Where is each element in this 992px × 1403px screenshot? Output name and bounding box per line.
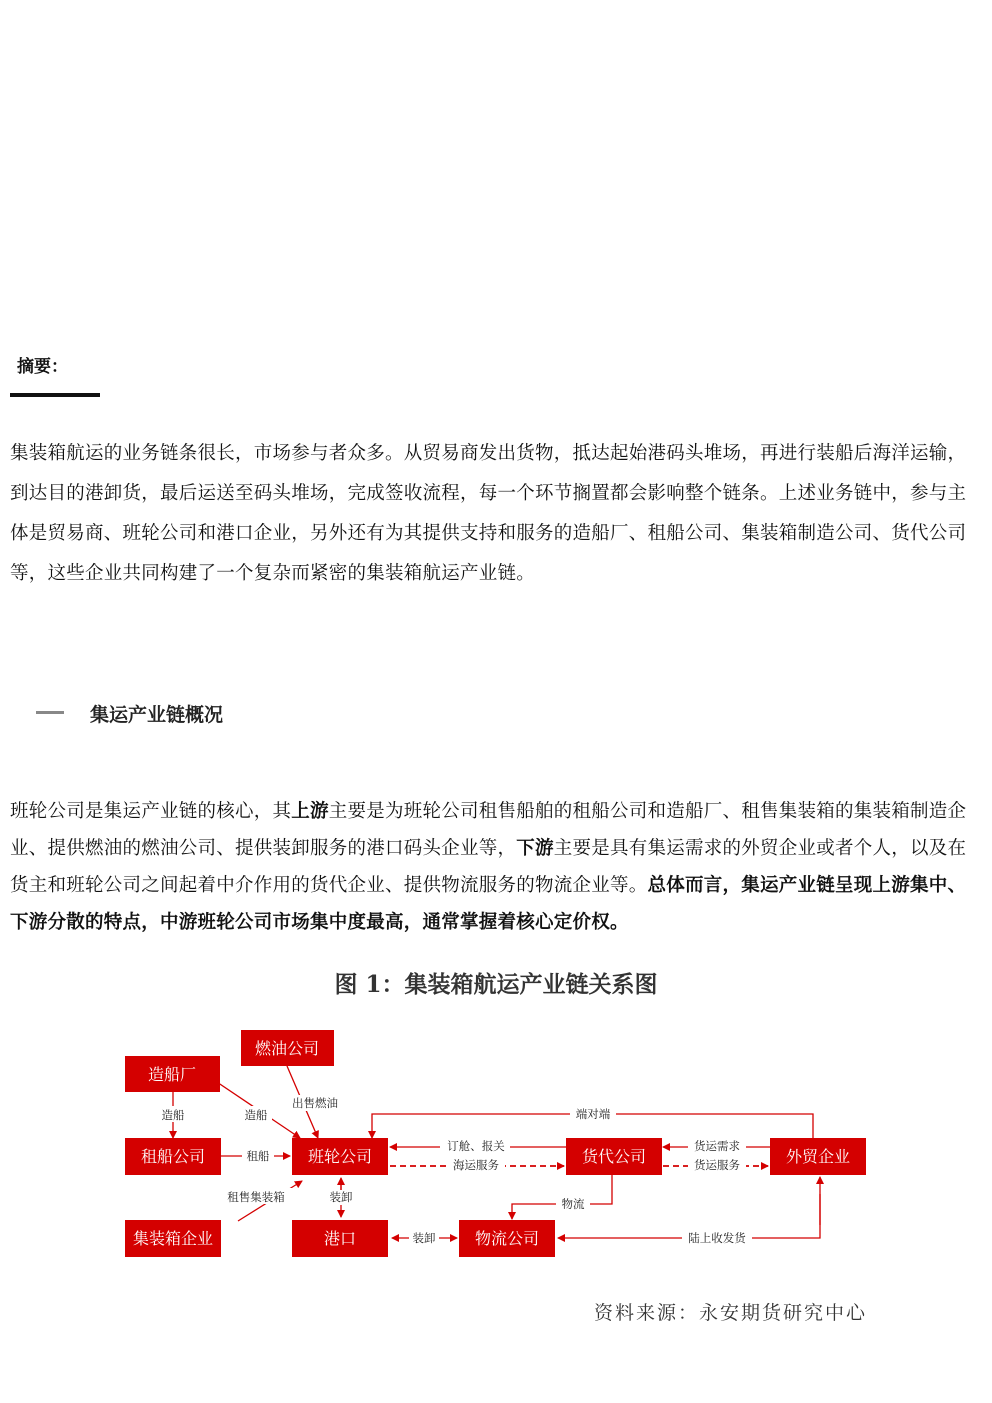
para-text-2: 主要是为班轮公司租售船舶的租船公司和造船厂、租售集装箱的集装箱制造企业、提供燃油的燃油公司、提供装卸服务的港口码头企业等，	[10, 801, 967, 859]
label-fuel-liner: 出售燃油	[292, 1096, 338, 1110]
label-forwarder-logistics: 物流	[561, 1197, 585, 1211]
svg-text:物流公司: 物流公司	[474, 1229, 540, 1248]
node-port	[292, 1220, 388, 1257]
node-logistics-company	[459, 1220, 555, 1257]
section-title: 集运产业链概况	[90, 704, 224, 726]
para-bold-downstream: 下游	[516, 838, 554, 859]
section-paragraph	[10, 793, 972, 941]
para-text-3: 主要是具有集运需求的外贸企业或者个人，以及在货主和班轮公司之间起着中介作用的货代企业、提供物流服务的物流企业等。	[10, 838, 967, 896]
para-bold-summary: 总体而言，集运产业链呈现上游集中、下游分散的特点，中游班轮公司市场集中度最高，通常掌握着核心定价权。	[10, 875, 967, 933]
node-liner-company	[292, 1138, 388, 1175]
label-end-to-end: 端对端	[575, 1107, 611, 1121]
label-freight-demand: 货运需求	[694, 1139, 740, 1153]
label-freight-service: 货运服务	[694, 1158, 740, 1172]
node-freight-forwarder	[566, 1138, 662, 1175]
label-container-liner: 租售集装箱	[227, 1190, 285, 1204]
label-shipyard-charter: 造船	[161, 1108, 185, 1122]
figure-title: 图 1：集装箱航运产业链关系图	[334, 971, 658, 998]
svg-text:造船厂: 造船厂	[147, 1065, 197, 1084]
svg-text:班轮公司: 班轮公司	[307, 1147, 373, 1166]
label-liner-port: 装卸	[329, 1190, 353, 1204]
svg-text:港口: 港口	[323, 1229, 357, 1248]
abstract-paragraph: 集装箱航运的业务链条很长，市场参与者众多。从贸易商发出货物，抵达起始港码头堆场，再进行装船后海洋运输，到达目的港卸货，最后运送至码头堆场，完成签收流程，每一个环节搁置都会影响整个链条。上述业务链中，参与主体是贸易商、班轮公司和港口企业，另外还有为其提供支持和服务的造船厂、租船公司、集装箱制造公司、货代公司等，这些企业共同构建了一个复杂而紧密的集装箱航运产业链。	[10, 443, 967, 584]
node-charter-company	[125, 1138, 221, 1175]
svg-text:集装箱企业: 集装箱企业	[132, 1229, 214, 1248]
abstract-underline	[10, 393, 100, 397]
label-port-logistics: 装卸	[412, 1231, 436, 1245]
label-charter-liner: 租船	[246, 1149, 270, 1163]
label-booking: 订舱、报关	[447, 1139, 505, 1153]
node-shipyard	[125, 1056, 220, 1092]
node-foreign-trade	[770, 1138, 866, 1175]
label-sea-service: 海运服务	[453, 1158, 499, 1172]
label-shipyard-liner: 造船	[244, 1108, 268, 1122]
svg-text:燃油公司: 燃油公司	[254, 1039, 320, 1058]
industry-chain-diagram	[0, 1020, 992, 1280]
abstract-label: 摘要：	[17, 357, 68, 377]
svg-text:货代公司: 货代公司	[581, 1147, 647, 1166]
para-bold-upstream: 上游	[291, 801, 329, 822]
section-dash	[36, 711, 64, 714]
svg-text:外贸企业: 外贸企业	[785, 1147, 851, 1166]
node-container-company	[125, 1220, 221, 1257]
para-text-1: 班轮公司是集运产业链的核心，其	[10, 801, 292, 822]
svg-text:租船公司: 租船公司	[140, 1147, 206, 1166]
figure-source: 资料来源：永安期货研究中心	[594, 1302, 868, 1324]
label-land-delivery: 陆上收发货	[688, 1231, 746, 1245]
node-fuel-company	[241, 1030, 334, 1066]
